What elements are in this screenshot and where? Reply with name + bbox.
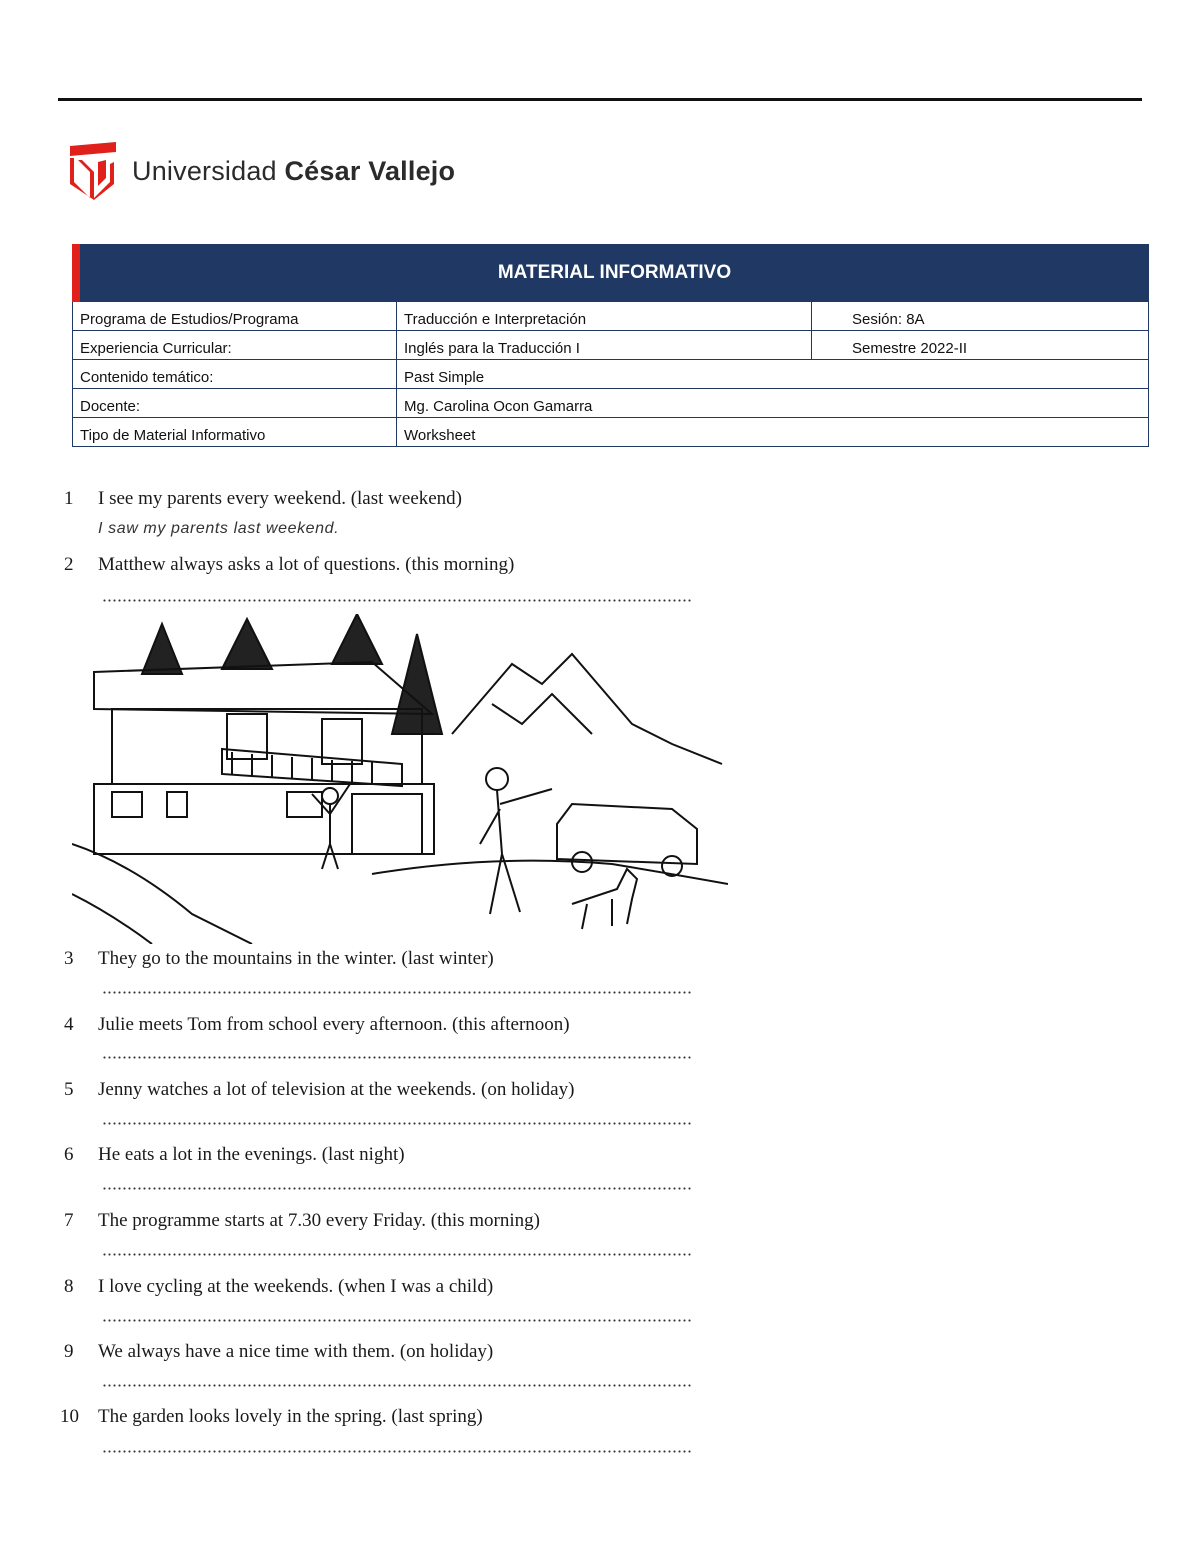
- top-rule: [58, 98, 1142, 101]
- winter-house-scene-icon: [72, 614, 728, 944]
- exercise-item: [64, 554, 514, 576]
- exercise-item: [64, 1079, 574, 1101]
- exercise-number: 7: [64, 1210, 74, 1231]
- info-value: Traducción e Interpretación: [397, 302, 812, 330]
- info-table: [72, 244, 1149, 447]
- info-extra: Sesión: 8A: [852, 311, 925, 328]
- exercise-number: 9: [64, 1341, 74, 1362]
- info-label: Docente:: [73, 389, 397, 417]
- university-logo: [70, 142, 455, 200]
- info-row: [72, 360, 1149, 389]
- university-name: [132, 156, 455, 187]
- university-name-regular: Universidad: [132, 155, 285, 186]
- answer-line[interactable]: [102, 1449, 692, 1459]
- answer-line[interactable]: [102, 1318, 692, 1328]
- exercise-item: [60, 1406, 483, 1428]
- info-value: Inglés para la Traducción I: [397, 331, 812, 359]
- exercise-text: Matthew always asks a lot of questions. (this morning): [98, 554, 515, 575]
- answer-line[interactable]: [102, 1055, 692, 1065]
- answer-line[interactable]: [102, 1121, 692, 1131]
- exercise-number: 8: [64, 1276, 74, 1297]
- exercise-number: 1: [64, 488, 74, 509]
- answer-line[interactable]: [102, 1252, 692, 1262]
- info-label: Experiencia Curricular:: [73, 331, 397, 359]
- info-table-title: MATERIAL INFORMATIVO: [72, 244, 1149, 302]
- exercise-text: They go to the mountains in the winter. (last winter): [98, 948, 494, 969]
- answer-line[interactable]: [102, 598, 692, 608]
- info-value: Mg. Carolina Ocon Gamarra: [404, 398, 593, 415]
- exercise-text: The garden looks lovely in the spring. (last spring): [98, 1406, 483, 1427]
- exercise-item: [64, 1144, 405, 1166]
- example-answer: I saw my parents last weekend.: [98, 520, 340, 537]
- info-row: [72, 418, 1149, 447]
- exercise-number: 4: [64, 1014, 74, 1035]
- exercise-text: Jenny watches a lot of television at the weekends. (on holiday): [98, 1079, 575, 1100]
- info-label: Tipo de Material Informativo: [73, 418, 397, 446]
- info-label: Programa de Estudios/Programa: [73, 302, 397, 330]
- exercise-number: 3: [64, 948, 74, 969]
- exercise-text: Julie meets Tom from school every afternoon. (this afternoon): [98, 1014, 570, 1035]
- exercise-number: 10: [60, 1406, 79, 1427]
- exercise-item: [64, 1014, 570, 1036]
- ucv-shield-icon: [70, 142, 118, 200]
- info-row: [72, 389, 1149, 418]
- exercise-number: 5: [64, 1079, 74, 1100]
- answer-line[interactable]: [102, 1383, 692, 1393]
- exercise-item: [64, 1341, 493, 1363]
- exercise-text: We always have a nice time with them. (on holiday): [98, 1341, 494, 1362]
- exercise-item: [64, 948, 494, 970]
- exercise-text: I see my parents every weekend. (last weekend): [98, 488, 463, 509]
- exercise-item: [64, 1276, 493, 1298]
- exercise-text: He eats a lot in the evenings. (last night): [98, 1144, 405, 1165]
- exercise-text: The programme starts at 7.30 every Friday. (this morning): [98, 1210, 540, 1231]
- exercise-item: [64, 488, 462, 510]
- info-extra: Semestre 2022-II: [852, 340, 968, 357]
- answer-line[interactable]: [102, 990, 692, 1000]
- info-value: Worksheet: [404, 427, 476, 444]
- exercise-number: 2: [64, 554, 74, 575]
- university-name-bold: César Vallejo: [284, 155, 456, 186]
- info-label: Contenido temático:: [73, 360, 397, 388]
- exercise-number: 6: [64, 1144, 74, 1165]
- answer-line[interactable]: [102, 1186, 692, 1196]
- info-row: [72, 302, 1149, 331]
- exercise-text: I love cycling at the weekends. (when I was a child): [98, 1276, 494, 1297]
- exercise-item: [64, 1210, 540, 1232]
- info-value: Past Simple: [404, 369, 485, 386]
- info-row: [72, 331, 1149, 360]
